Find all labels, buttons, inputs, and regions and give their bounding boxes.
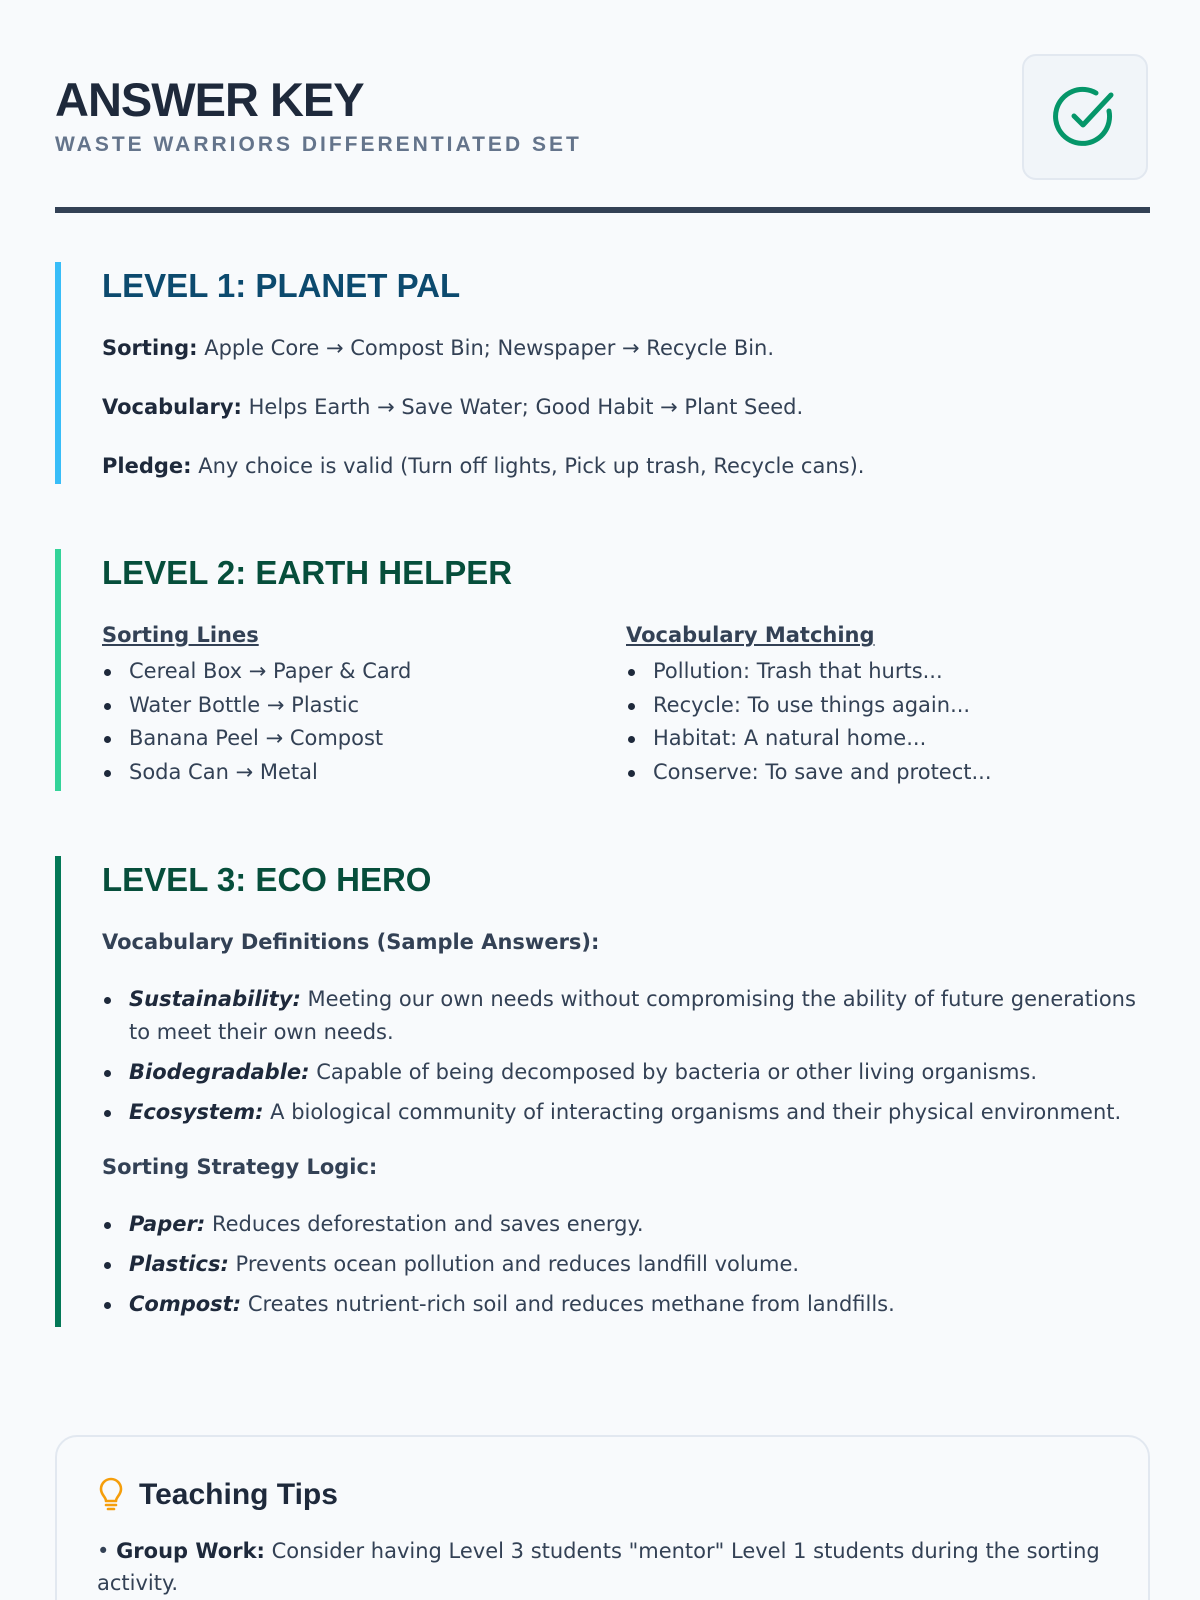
list-item: Water Bottle → Plastic xyxy=(102,689,626,723)
strategy-item xyxy=(102,1248,1150,1281)
level3-accent-bar xyxy=(55,856,61,1327)
level1-pledge-label: Pledge: xyxy=(102,454,192,478)
level2-columns xyxy=(102,620,1150,789)
list-item: Recycle: To use things again... xyxy=(626,689,1150,723)
lightbulb-icon xyxy=(97,1477,125,1513)
definition-term: Biodegradable: xyxy=(129,1060,310,1084)
level1-vocabulary xyxy=(102,392,1150,422)
level2-accent-bar xyxy=(55,549,61,791)
definition-text: Meeting our own needs without compromising the ability of future generations to meet their own needs. xyxy=(129,987,1136,1044)
check-circle-icon xyxy=(1052,84,1118,150)
vocabulary-definitions-heading: Vocabulary Definitions (Sample Answers): xyxy=(102,930,600,954)
vocabulary-matching-column xyxy=(626,620,1150,789)
definition-item xyxy=(102,1096,1150,1129)
list-item: Soda Can → Metal xyxy=(102,756,626,790)
level1-sorting-label: Sorting: xyxy=(102,336,198,360)
level1-accent-bar xyxy=(55,262,61,484)
strategy-text: Creates nutrient-rich soil and reduces methane from landfills. xyxy=(247,1292,895,1316)
sorting-lines-heading: Sorting Lines xyxy=(102,623,259,647)
vocabulary-matching-list xyxy=(626,655,1150,789)
level1-vocabulary-text: Helps Earth → Save Water; Good Habit → Plant Seed. xyxy=(248,395,804,419)
level1-title: LEVEL 1: PLANET PAL xyxy=(102,267,461,304)
level3-title: LEVEL 3: ECO HERO xyxy=(102,861,432,898)
list-item: Pollution: Trash that hurts... xyxy=(626,655,1150,689)
answer-key-page xyxy=(55,0,1150,1595)
strategy-term: Paper: xyxy=(129,1212,206,1236)
check-badge xyxy=(1022,54,1148,180)
level2-section xyxy=(55,549,1150,791)
page-subtitle: WASTE WARRIORS DIFFERENTIATED SET xyxy=(55,133,582,156)
teaching-tips-header xyxy=(97,1475,1108,1515)
vocabulary-matching-heading: Vocabulary Matching xyxy=(626,623,875,647)
tip-item: • Group Work: Consider having Level 3 students "mentor" Level 1 students during the sorting activity. xyxy=(97,1539,1100,1595)
level1-sorting-text: Apple Core → Compost Bin; Newspaper → Recycle Bin. xyxy=(204,336,775,360)
strategy-item xyxy=(102,1208,1150,1241)
definition-item xyxy=(102,1056,1150,1089)
strategy-text: Prevents ocean pollution and reduces landfill volume. xyxy=(235,1252,800,1276)
level1-section xyxy=(55,262,1150,484)
header-divider xyxy=(55,207,1150,213)
teaching-tips-card xyxy=(55,1435,1150,1600)
definition-term: Sustainability: xyxy=(129,987,301,1011)
level3-section xyxy=(55,856,1150,1327)
definition-text: Capable of being decomposed by bacteria or other living organisms. xyxy=(316,1060,1038,1084)
definition-text: A biological community of interacting organisms and their physical environment. xyxy=(270,1100,1122,1124)
level1-pledge xyxy=(102,451,1150,481)
definition-item xyxy=(102,983,1150,1049)
level2-title: LEVEL 2: EARTH HELPER xyxy=(102,554,513,591)
teaching-tips-title: Teaching Tips xyxy=(139,1478,338,1511)
page-title: ANSWER KEY xyxy=(55,73,364,126)
level1-pledge-text: Any choice is valid (Turn off lights, Pick up trash, Recycle cans). xyxy=(198,454,865,478)
vocabulary-definitions-list xyxy=(102,983,1150,1129)
tip-label: Group Work: xyxy=(116,1539,265,1563)
level1-vocabulary-label: Vocabulary: xyxy=(102,395,242,419)
list-item: Conserve: To save and protect... xyxy=(626,756,1150,790)
sorting-lines-column xyxy=(102,620,626,789)
tip-text: Consider having Level 3 students "mentor" Level 1 students during the sorting activity. xyxy=(97,1539,1100,1595)
sorting-strategy-heading: Sorting Strategy Logic: xyxy=(102,1155,378,1179)
sorting-strategy-list xyxy=(102,1208,1150,1321)
strategy-text: Reduces deforestation and saves energy. xyxy=(211,1212,644,1236)
strategy-term: Compost: xyxy=(129,1292,242,1316)
definition-term: Ecosystem: xyxy=(129,1100,264,1124)
strategy-item xyxy=(102,1288,1150,1321)
list-item: Habitat: A natural home... xyxy=(626,722,1150,756)
list-item: Cereal Box → Paper & Card xyxy=(102,655,626,689)
level1-sorting xyxy=(102,333,1150,363)
strategy-term: Plastics: xyxy=(129,1252,229,1276)
header xyxy=(55,0,1150,214)
list-item: Banana Peel → Compost xyxy=(102,722,626,756)
sorting-lines-list xyxy=(102,655,626,789)
